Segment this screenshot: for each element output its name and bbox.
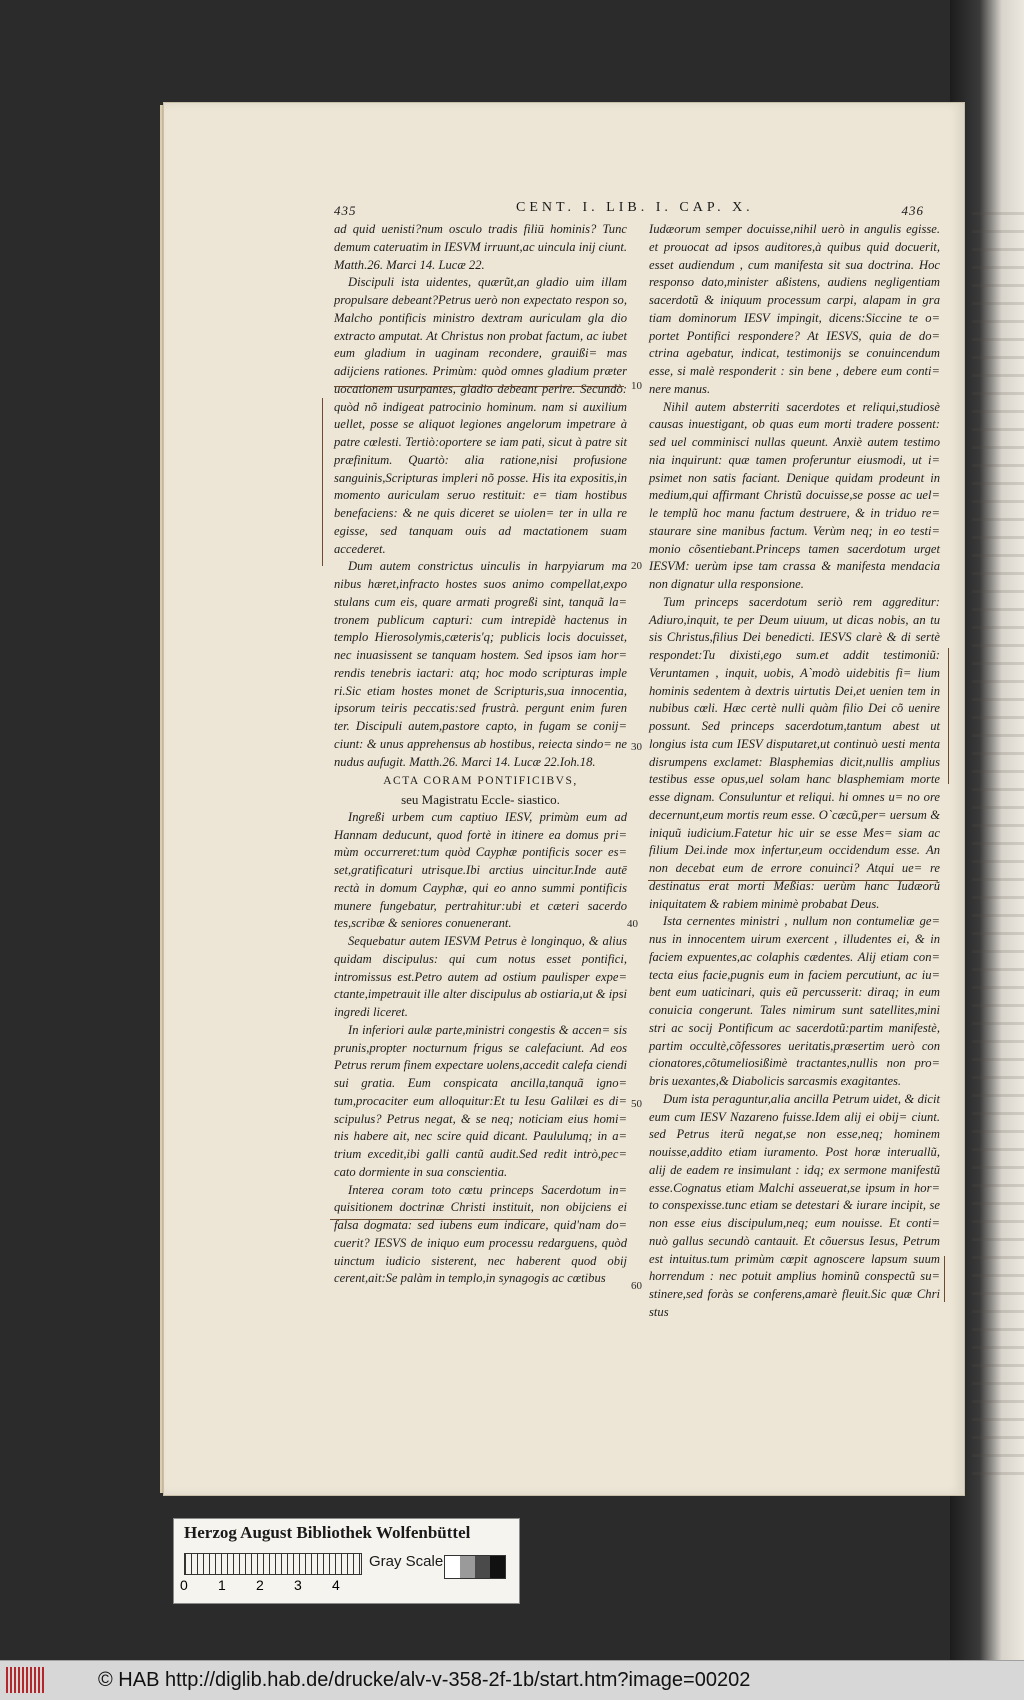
right-column (649, 221, 940, 1322)
marginal-underline (334, 386, 624, 387)
line-number: 30 (631, 741, 642, 753)
page-number-right: 436 (901, 203, 924, 218)
marginal-bracket (322, 398, 331, 566)
paragraph: ad quid uenisti?num osculo tradis filiū hominis? Tunc demum cateruatim in IESVM irruunt,ac uincula inij ciunt. Matth.26. Marci 14. Lucæ 22. (334, 222, 627, 272)
gray-scale-label: Gray Scale (369, 1553, 444, 1570)
paragraph: Discipuli ista uidentes, quærũt,an gladio uim illam propulsare debeant?Petrus uerò non expectato respon so, Malcho pontificis ministro dextram auriculam gla dio extracto amputat. At Christus non probat factum, ac iubet eum gladium in uaginam recondere, grauißi= mas adijciens rationes. Primùm: quòd omnes gladium præter uocationem usurpantes, gladio debeant perire. Secundò: quòd nõ indigeat patrocinio hominum. nam si auxilium uellet, posse se aliquot legiones angelorum impetrare à patre cœlesti. Tertiò:oportere se iam pati, sicut à patre sit præfinitum. Quartò: alia ratione,nisi profusione sanguinis,Scripturas impleri nõ posse. His ita expositis,in momento auriculam seruo restituit: e= tiam hostibus benefaciens: & ne quis diceret se uiolen= ter in ulla re egisse, sed tanquam ouis ad mactationem suam accederet. (334, 275, 627, 556)
marginal-bracket (936, 1256, 945, 1302)
paragraph: Dum autem constrictus uinculis in harpyiarum ma nibus hæret,infracto hostes suos animo compellat,expo stulans cum eis, quare armati progreßi sint, tanquã la= tronem publicum capturi: cum intrepidè hactenus in templo Hierosolymis,cæteris'q; publicis locis docuisset, nec inuasissent se tanquam hostem. Sed ipsos iam hor= rendis tenebris iactari: atq; hoc modo scripturas imple ri.Sic etiam hostes monet de Scripturis,sua innocentia, ipsorum teiris peccatis:sed frustrà. pergunt enim furen ter. Discipuli autem,pastore capto, in fugam se conij= ciunt: & unus apprehensus ab hostibus, reiecta sindo= ne nudus aufugit. Matth.26. Marci 14. Lucæ 22.Ioh.18. (334, 559, 627, 769)
line-number: 20 (631, 560, 642, 572)
ruler-number: 2 (256, 1577, 264, 1593)
marginal-underline (648, 880, 938, 881)
gray-scale-swatches (444, 1555, 506, 1579)
line-number: 50 (631, 1098, 642, 1110)
section-heading: ACTA CORAM PONTIFICIBVS, (383, 775, 578, 788)
paragraph: Ista cernentes ministri , nullum non contumeliæ ge= nus in innocentem uirum exercent , illudentes ei, & in faciem expuentes,ac colaphis cædentes. Alij etiam con= tecta eius facie,pugnis eum in faciem percutiunt, ac iu= bent eum uaticinari, quis eũ percusserit: diraq; in eum conuicia congerunt. Tales nimirum sunt satellites,mini stri ac socij Pontificum ac sacerdotũ:partim manifestè, partim occultè,cõfessores ueritatis,præsertim uerò con cionatores,cõtumeliosißimè tractantes,nullis non pro= bris uexantes,& Diabolicis sarcasmis exagitantes. (649, 914, 940, 1088)
ruler-number: 3 (294, 1577, 302, 1593)
marginal-bracket (940, 648, 949, 784)
measurement-ruler (184, 1553, 362, 1575)
library-name: Herzog August Bibliothek Wolfenbüttel (184, 1523, 471, 1542)
line-number: 40 (627, 918, 638, 930)
paragraph: Iudæorum semper docuisse,nihil uerò in angulis egisse. et prouocat ad ipsos auditores,à quibus quid docuerit, esset audiendum , cum manifesta sit sua doctrina. Hoc responso dato,minister aßistens, audiens negligentiam sacerdotũ & iniquum processum carpi, alapam in gra tiam dominorum IESV impingit, dicens:Siccine te o= portet Pontifici respondere? At IESVS, quia de do= ctrina agebatur, indicat, testimonijs se conuincendum esse, si malè responderit : sin bene , debere eum conti= nere manus. (649, 222, 940, 396)
ruler-number: 4 (332, 1577, 340, 1593)
running-head-title: CENT. I. LIB. I. CAP. X. (516, 200, 754, 215)
copyright-url[interactable]: © HAB http://diglib.hab.de/drucke/alv-v-358-2f-1b/start.htm?image=00202 (98, 1669, 751, 1691)
page-number-left: 435 (334, 203, 357, 218)
paragraph: Sequebatur autem IESVM Petrus è longinquo, & alius quidam discipulus: qui cum notus esset pontifici, intromissus est.Petro autem ad ostium paulisper expe= ctante,impetrauit ille alter discipulus ab ostiaria,ut & ipsi ingredi liceret. (334, 934, 627, 1019)
marginal-underline (330, 1219, 540, 1220)
left-column (334, 221, 627, 1288)
paragraph: Interea coram toto cœtu princeps Sacerdotum in= quisitionem doctrinæ Christi instituit, non obijciens ei falsa dogmata: sed iubens eum indicare, quid'nam do= cuerit? IESVS de iniquo eum processu redarguens, quòd uinctum iudicio sisterent, nec haberent quod obij cerent,ait:Se palàm in templo,in synagogis ac cœtibus (334, 1182, 627, 1286)
paragraph: Dum ista peraguntur,alia ancilla Petrum uidet, & dicit eum cum IESV Nazareno fuisse.Idem alij ei obij= ciunt. sed Petrus iterũ negat,se non esse,neq; hominem nouisse,addito etiam iuramento. Post horæ interuallũ, alij de eadem re insimulant : idq; ex sermone manifestũ esse.Cognatus etiam Malchi asseuerat,se ipsum in hor= to conspexisse.tunc etiam se detestari & iurare incipit, se non esse eius discipulum,neq; eum nouisse. Et conti= nuò gallus secundò cantauit. Et cõuersus Iesus, Petrum est intuitus.tum primùm cœpit agnoscere lapsum suum horrendum : nec potuit amplius hominũ conspectũ su= stinere,sed foràs se conferens,amarè fleuit.Sic quæ Chri stus (649, 1091, 940, 1319)
running-head (334, 200, 924, 222)
paragraph: Ingreßi urbem cum captiuo IESV, primùm eum ad Hannam deducunt, quod fortè in itinere ea domus pri= mùm occurreret:tum quòd Cayphæ pontificis socer es= set,gratificaturi utrisque.Ibi arctius uincitur.Inde autē rectà in domum Cayphæ, qui eo anno summi pontificis munere fungebatur, pertrahitur:ubi et cæteri sacerdo tes,scribæ & seniores conuenerant. (334, 809, 627, 931)
line-number: 60 (631, 1280, 642, 1292)
ruler-number: 1 (218, 1577, 226, 1593)
adjacent-page-edge (972, 200, 1024, 1480)
paragraph: Nihil autem absterriti sacerdotes et reliqui,studiosè causas inuestigant, ob quas eum morti tradere possent: sed uel comminisci nullas queunt. Anxiè autem testimo nia inquirunt: quæ tamen proferuntur eiusmodi, ut i= psimet non satis faciant. Denique quidam prodeunt in medium,qui affirmant Christũ docuisse,se posse ac uel= le templũ hoc manu factum destruere, & in triduo re= staurare sine manibus factum. Verùm neq; in eo testi= monio cõsentiebant.Princeps tamen sacerdotum urget IESVM: uerùm ipse tam crassa & manifesta mendacia non dignatur ulla responsione. (649, 399, 940, 591)
paragraph: In inferiori aulæ parte,ministri congestis & accen= sis prunis,propter nocturnum frigus se calefaciunt. Ad eos Petrus rerum finem expectare uolens,accedit calefa ciendi sui gratia. Eum conspicata ancilla,tanquã igno= tum,procaciter eum alloquitur:Et tu Iesu Galilæi es di= scipulus? Petrus negat, & se neq; noticiam eius homi= nis habere ait, nec scire quid dicant. Paululumq; in a= trium excedit,ibi galli cantũ audit.Sed redit intrò,pec= cato dormiente in sua conscientia. (334, 1022, 627, 1179)
paragraph: Tum princeps sacerdotum seriò rem aggreditur: Adiuro,inquit, te per Deum uiuum, ut dicas nobis, an tu sis Christus,filius Dei benedicti. IESVS clarè & di sertè respondet:Tu dixisti,ego sum.et addit testimoniũ: Veruntamen , inquit, uobis, A`modò uidebitis fi= lium hominis sedentem à dextris uirtutis Dei,et uenien tem in nubibus cœli. Hæc certè nulli quàm filio Dei cõ uenire possunt. Sed princeps sacerdotum,tantum abest ut longius ista cum IESV disputaret,ut continuò uesti menta disrumpens exclamet: Blasphemias dicit,nullis amplius testibus esse opus,uel solam hanc blasphemiam morte esse dignam. Consuluntur et reliqui. hi omnes u= no ore decernunt,eum mortis reum esse. O`cæcũ,per= uersum & iniquũ iudicium.Fatetur hic uir se esse Mes= siam ac filium Dei.inde mox infertur,eum occidendum esse. An non decebat eum de errore conuinci? Atqui ue= re destinatus erat morti Meßias: uerùm hanc Iudæorũ iniquitatem & rabiem minimè probabat Deus. (649, 594, 940, 911)
hab-logo-icon (6, 1667, 46, 1693)
line-number: 10 (631, 380, 642, 392)
footer-bar (0, 1660, 1024, 1700)
library-scale-card (173, 1518, 520, 1604)
ruler-number: 0 (180, 1577, 188, 1593)
section-subheading: seu Magistratu Eccle- siastico. (401, 792, 560, 807)
